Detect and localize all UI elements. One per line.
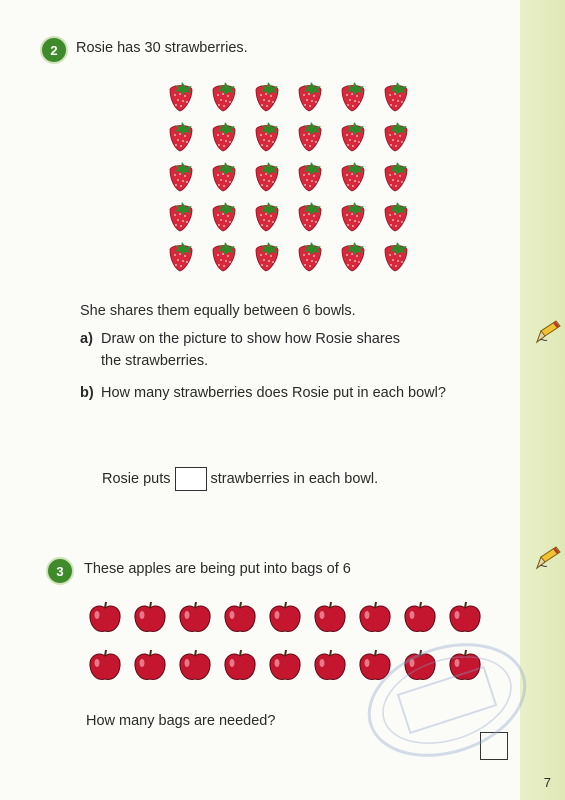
strawberry-icon xyxy=(256,162,278,191)
strawberry-icon xyxy=(342,242,364,271)
strawberry-icon xyxy=(299,122,321,151)
strawberry-icon xyxy=(256,122,278,151)
question-3-badge xyxy=(46,557,74,585)
question-3-number: 3 xyxy=(56,563,64,579)
apple-icon xyxy=(135,602,165,631)
page-number: 7 xyxy=(543,775,551,790)
strawberry-icon xyxy=(213,242,235,271)
strawberry-icon xyxy=(256,82,278,111)
answer-sentence xyxy=(102,467,378,491)
question-2-badge xyxy=(40,36,68,64)
strawberry-icon xyxy=(342,162,364,191)
part-a-line-2: the strawberries. xyxy=(101,353,209,369)
apple-icon xyxy=(180,650,210,679)
strawberry-icon xyxy=(299,242,321,271)
question-2-intro: Rosie has 30 strawberries. xyxy=(76,40,248,56)
part-b-label: b) xyxy=(80,385,94,401)
strawberry-icon xyxy=(170,122,192,151)
answer-after-text: strawberries in each bowl. xyxy=(210,470,379,487)
strawberry-icon xyxy=(342,122,364,151)
strawberry-icon xyxy=(342,82,364,111)
strawberry-icon xyxy=(299,82,321,111)
part-a-line-1: Draw on the picture to show how Rosie shares xyxy=(101,331,401,347)
apple-icon xyxy=(90,650,120,679)
strawberry-icon xyxy=(170,242,192,271)
strawberry-icon xyxy=(170,82,192,111)
question-2-number: 2 xyxy=(50,42,58,58)
strawberry-icon xyxy=(213,82,235,111)
strawberry-icon xyxy=(385,122,407,151)
strawberry-icon xyxy=(385,162,407,191)
strawberry-icon xyxy=(213,122,235,151)
strawberry-icon xyxy=(299,162,321,191)
question-2-share: She shares them equally between 6 bowls. xyxy=(80,303,356,319)
apple-icon xyxy=(360,602,390,631)
strawberry-icon xyxy=(213,162,235,191)
apple-icon xyxy=(90,602,120,631)
apple-icon xyxy=(180,602,210,631)
strawberry-icon xyxy=(385,82,407,111)
strawberry-icon xyxy=(170,202,192,231)
question-3-text: How many bags are needed? xyxy=(86,713,276,729)
answer-box[interactable] xyxy=(175,467,207,491)
part-b-question: How many strawberries does Rosie put in each bowl? xyxy=(101,385,446,401)
apple-icon xyxy=(225,650,255,679)
strawberry-icon xyxy=(170,162,192,191)
apple-icon xyxy=(225,602,255,631)
question-3-intro: These apples are being put into bags of 6 xyxy=(84,561,351,577)
apple-icon xyxy=(270,602,300,631)
apple-icon xyxy=(405,602,435,631)
strawberry-icon xyxy=(342,202,364,231)
answer-before-text: Rosie puts xyxy=(102,470,171,487)
apple-icon xyxy=(315,650,345,679)
pencil-icon xyxy=(534,544,562,572)
apple-icon xyxy=(135,650,165,679)
part-a-label: a) xyxy=(80,331,93,347)
strawberry-grid[interactable] xyxy=(160,78,420,278)
strawberry-icon xyxy=(385,202,407,231)
strawberry-icon xyxy=(385,242,407,271)
apple-icon xyxy=(270,650,300,679)
strawberry-icon xyxy=(213,202,235,231)
pencil-icon xyxy=(534,318,562,346)
apple-icon xyxy=(315,602,345,631)
strawberry-icon xyxy=(256,242,278,271)
strawberry-icon xyxy=(256,202,278,231)
strawberry-icon xyxy=(299,202,321,231)
